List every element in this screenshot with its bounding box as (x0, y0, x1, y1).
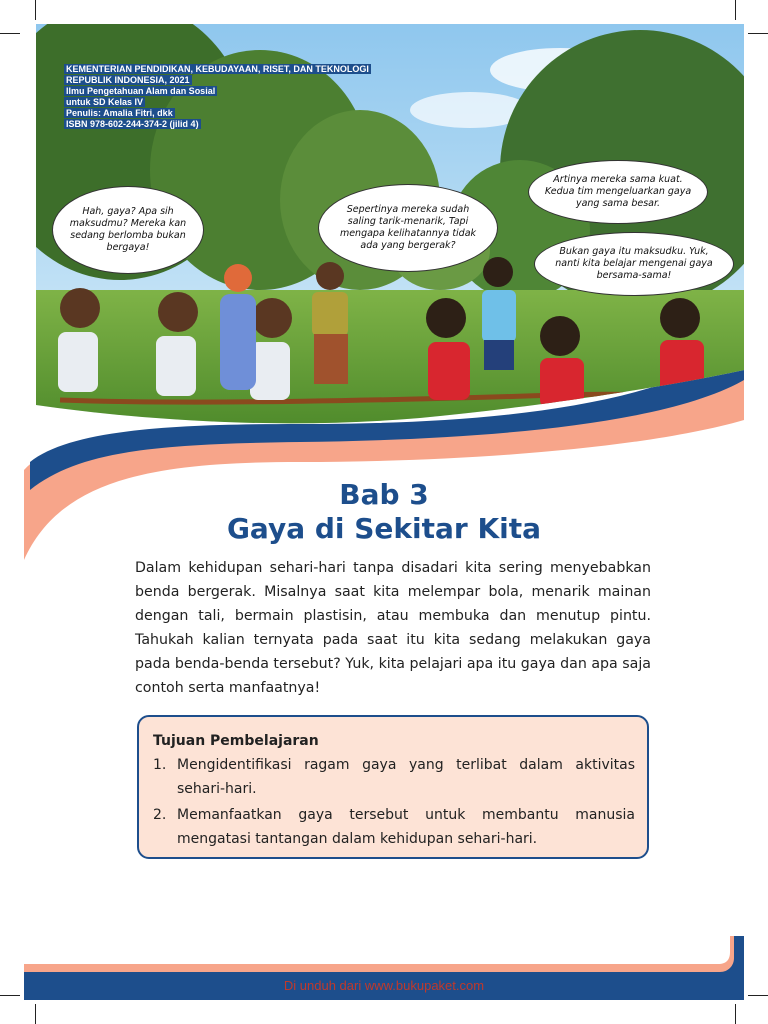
goal-number: 2. (153, 807, 167, 823)
goal-text: Mengidentifikasi ragam gaya yang terlibat dalam aktivitas sehari-hari. (177, 757, 635, 797)
credit-line: ISBN 978-602-244-374-2 (jilid 4) (66, 119, 199, 129)
child-figure (426, 298, 470, 400)
learning-goal-item (153, 753, 635, 801)
goal-number: 1. (153, 757, 167, 773)
speech-bubble: Bukan gaya itu maksudku. Yuk, nanti kita belajar mengenai gaya bersama-sama! (534, 232, 734, 296)
learning-goals-box (137, 715, 649, 859)
child-figure (540, 316, 584, 408)
credit-line: Penulis: Amalia Fitri, dkk (66, 108, 173, 118)
download-watermark: Di unduh dari www.bukupaket.com (283, 978, 485, 993)
speech-bubble: Artinya mereka sama kuat. Kedua tim mengeluarkan gaya yang sama besar. (528, 160, 708, 224)
crop-mark (735, 1004, 736, 1024)
credit-line: KEMENTERIAN PENDIDIKAN, KEBUDAYAAN, RISET, DAN TEKNOLOGI (66, 64, 369, 74)
child-figure (312, 262, 348, 384)
credit-line: untuk SD Kelas IV (66, 97, 144, 107)
crop-mark (35, 1004, 36, 1024)
credit-line: REPUBLIK INDONESIA, 2021 (66, 75, 190, 85)
chapter-number: Bab 3 (339, 478, 429, 511)
credit-line: Ilmu Pengetahuan Alam dan Sosial (66, 86, 216, 96)
book-credit (64, 64, 371, 130)
chapter-title: Gaya di Sekitar Kita (226, 512, 542, 545)
speech-bubble: Hah, gaya? Apa sih maksudmu? Mereka kan sedang berlomba bukan bergaya! (52, 186, 204, 274)
child-figure (482, 257, 516, 370)
child-figure (156, 292, 198, 396)
speech-bubble: Sepertinya mereka sudah saling tarik-menarik, Tapi mengapa kelihatannya tidak ada yang bergerak? (318, 184, 498, 272)
learning-goal-item (153, 803, 635, 851)
child-figure (250, 298, 292, 400)
goal-text: Memanfaatkan gaya tersebut untuk membantu manusia mengatasi tantangan dalam kehidupan sehari-hari. (177, 807, 635, 847)
child-figure (58, 288, 100, 392)
learning-goals-title: Tujuan Pembelajaran (153, 733, 319, 749)
child-figure (220, 264, 256, 390)
intro-paragraph: Dalam kehidupan sehari-hari tanpa disadari kita sering menyebabkan benda bergerak. Misalnya saat kita melempar bola, menarik mainan dengan tali, bermain plastisin, atau membuka dan menutup pintu. Tahukah kalian ternyata pada saat itu kita sedang melakukan gaya pada benda-benda tersebut? Yuk, kita pelajari apa itu gaya dan apa saja contoh serta manfaatnya! (135, 560, 651, 696)
